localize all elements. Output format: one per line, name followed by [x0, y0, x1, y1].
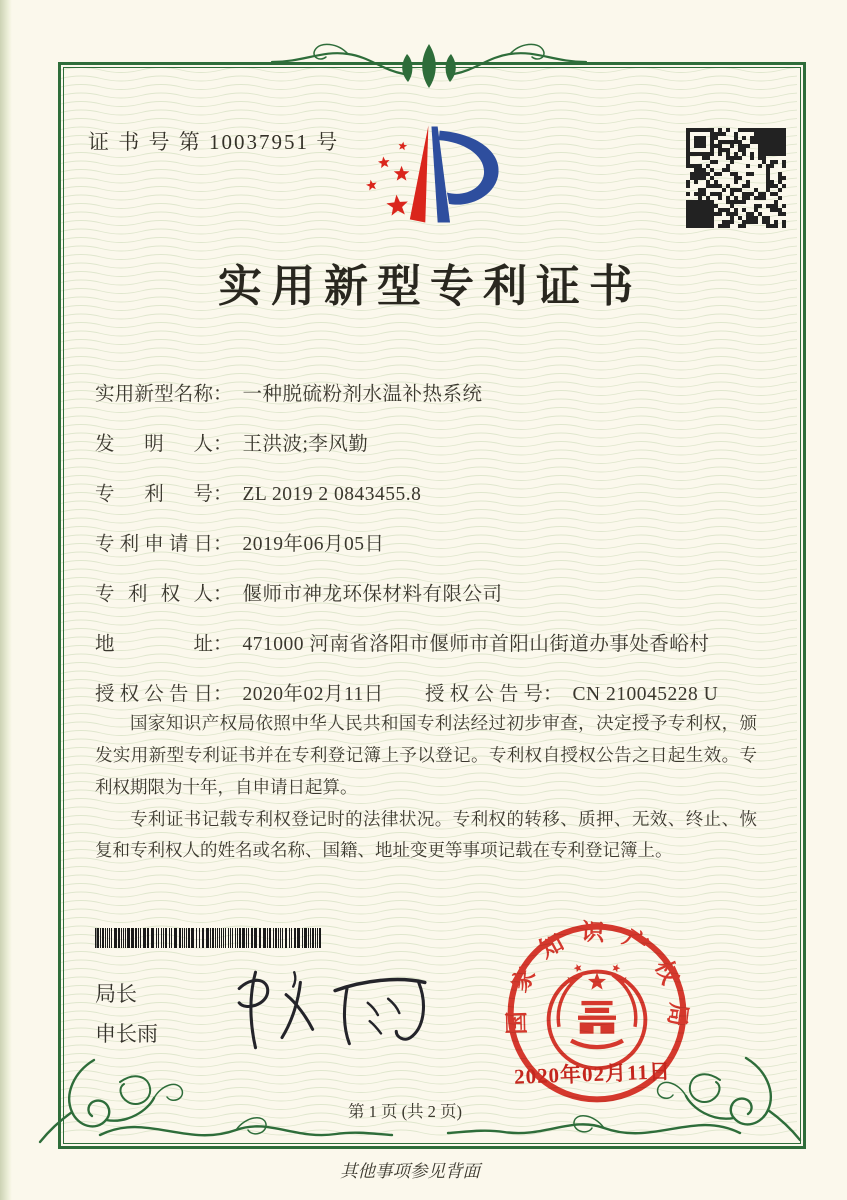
seal-date: 2020年02月11日: [513, 1059, 672, 1089]
seal-text: 国家知识产权局: [504, 919, 692, 1044]
logo-blue-p: [431, 127, 498, 223]
national-emblem-icon: [549, 964, 646, 1068]
cnipa-logo-icon: [350, 114, 515, 236]
field-label: 发明人: [95, 434, 213, 455]
field-value: 471000 河南省洛阳市偃师市首阳山街道办事处香峪村: [242, 634, 710, 655]
logo-stars-icon: [366, 142, 409, 216]
logo-red-wedge: [410, 126, 429, 223]
field-value: 偃师市神龙环保材料有限公司: [242, 584, 503, 605]
field-colon: ：: [213, 684, 233, 705]
field-label: 实用新型名称: [95, 384, 213, 405]
qr-code: [686, 128, 786, 228]
field-row: [95, 578, 775, 628]
certificate-number: 证 书 号 第 10037951 号: [88, 130, 340, 154]
field-colon: ：: [213, 584, 233, 605]
top-border-ornament: [264, 40, 594, 98]
field-row: [95, 428, 775, 478]
field-colon: ：: [213, 484, 233, 505]
field-grant-number: [425, 678, 718, 706]
field-colon: ：: [213, 384, 233, 405]
field-label: 授权公告号: [425, 684, 543, 705]
field-list: [95, 378, 775, 728]
field-label: 专利权人: [95, 584, 213, 605]
legal-paragraph: 国家知识产权局依照中华人民共和国专利法经过初步审查，决定授予专利权，颁发实用新型专利证书并在专利登记簿上予以登记。专利权自授权公告之日起生效。专利权期限为十年，自申请日起算。: [95, 713, 757, 797]
legal-paragraph: 专利证书记载专利权登记时的法律状况。专利权的转移、质押、无效、终止、恢复和专利权人的姓名或名称、国籍、地址变更等事项记载在专利登记簿上。: [95, 808, 757, 861]
director-title: 局长: [95, 983, 137, 1006]
field-value: 2020年02月11日: [242, 684, 384, 705]
field-row: [95, 378, 775, 428]
field-value: 一种脱硫粉剂水温补热系统: [242, 384, 483, 405]
field-row: [95, 628, 775, 678]
field-colon: ：: [543, 684, 563, 705]
field-value: ZL 2019 2 0843455.8: [242, 484, 422, 505]
field-label: 专利号: [95, 484, 213, 505]
barcode: [95, 928, 325, 948]
field-value: CN 210045228 U: [572, 684, 719, 705]
field-row: [95, 478, 775, 528]
page-indicator: 第 1 页 (共 2 页): [347, 1102, 463, 1121]
director-name: 申长雨: [95, 1023, 158, 1046]
field-colon: ：: [213, 534, 233, 555]
field-label: 授权公告日: [95, 684, 213, 705]
back-note: 其他事项参见背面: [340, 1161, 480, 1181]
field-row: [95, 528, 775, 578]
page-title: 实用新型专利证书: [218, 262, 642, 311]
legal-text: [95, 708, 757, 867]
scan-edge-shadow: [0, 0, 12, 1200]
director-signature: [212, 960, 452, 1062]
field-colon: ：: [213, 434, 233, 455]
field-value: 2019年06月05日: [242, 534, 385, 555]
field-colon: ：: [213, 634, 233, 655]
field-label: 地址: [95, 634, 213, 655]
field-label: 专利申请日: [95, 534, 213, 555]
field-value: 王洪波;李风勤: [242, 434, 369, 455]
